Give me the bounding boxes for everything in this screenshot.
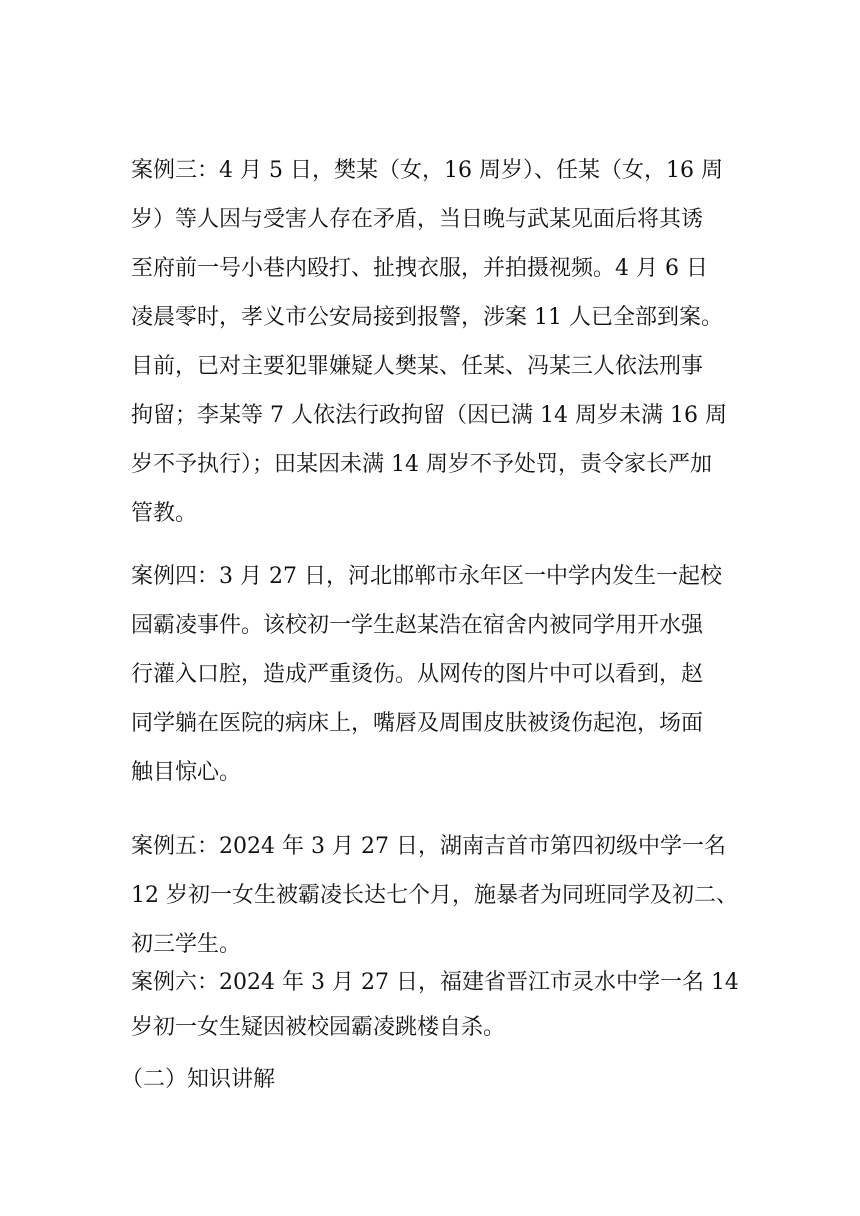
- section-heading: （二）知识讲解: [121, 1067, 276, 1092]
- case3-line-3: 至府前一号小巷内殴打、扯拽衣服，并拍摄视频。4 月 6 日: [131, 256, 708, 281]
- case4-line-1: 案例四：3 月 27 日，河北邯郸市永年区一中学内发生一起校: [131, 564, 722, 589]
- case3-line-7: 岁不予执行）；田某因未满 14 周岁不予处罚，责令家长严加: [131, 452, 712, 477]
- case6-line-2: 岁初一女生疑因被校园霸凌跳楼自杀。: [131, 1015, 506, 1040]
- case6-paragraph: [131, 970, 739, 1043]
- case4-line-3: 行灌入口腔，造成严重烫伤。从网传的图片中可以看到，赵: [131, 662, 704, 687]
- case5-paragraph: [131, 834, 738, 960]
- case4-line-2: 园霸凌事件。该校初一学生赵某浩在宿舍内被同学用开水强: [131, 613, 704, 638]
- case4-paragraph: [131, 566, 731, 788]
- case5-line-3: 初三学生。: [131, 932, 242, 957]
- case5-line-1: 案例五：2024 年 3 月 27 日，湖南吉首市第四初级中学一名: [131, 834, 726, 859]
- case6-line-1: 案例六：2024 年 3 月 27 日，福建省晋江市灵水中学一名 14: [131, 970, 739, 995]
- case3-line-8: 管教。: [131, 501, 198, 526]
- case3-line-4: 凌晨零时，孝义市公安局接到报警，涉案 11 人已全部到案。: [131, 305, 723, 330]
- case4-line-4: 同学躺在医院的病床上，嘴唇及周围皮肤被烫伤起泡，场面: [131, 711, 704, 736]
- case3-paragraph: [131, 160, 731, 529]
- case5-line-2: 12 岁初一女生被霸凌长达七个月，施暴者为同班同学及初二、: [131, 883, 738, 908]
- case3-line-1: 案例三：4 月 5 日，樊某（女，16 周岁）、任某（女，16 周: [131, 158, 723, 183]
- case3-line-5: 目前，已对主要犯罪嫌疑人樊某、任某、冯某三人依法刑事: [131, 354, 704, 379]
- case3-line-2: 岁）等人因与受害人存在矛盾，当日晚与武某见面后将其诱: [131, 207, 704, 232]
- case4-line-5: 触目惊心。: [131, 760, 242, 785]
- case3-line-6: 拘留；李某等 7 人依法行政拘留（因已满 14 周岁未满 16 周: [131, 403, 727, 428]
